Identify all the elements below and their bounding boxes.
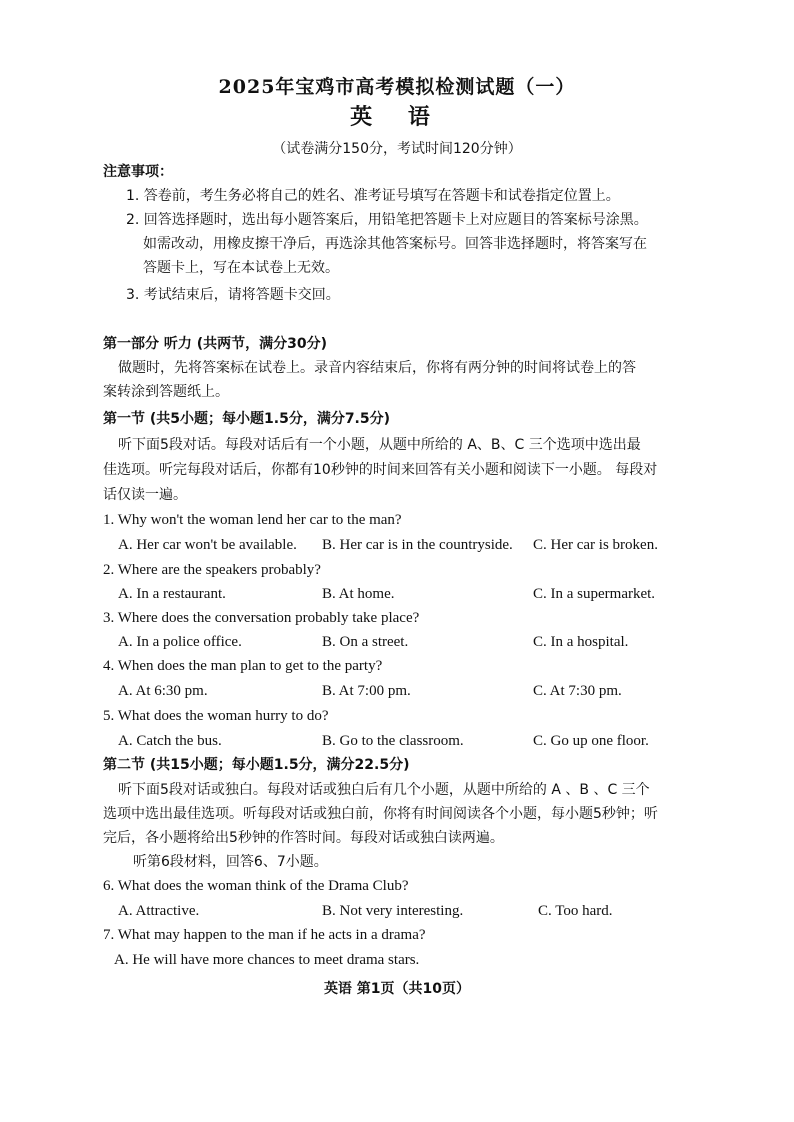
option-b: B. At 7:00 pm. — [322, 683, 411, 699]
notice-line: 如需改动，用橡皮擦干净后，再选涂其他答案标号。回答非选择题时，将答案写在 — [143, 236, 647, 252]
section2-intro: 听下面5段对话或独白。每段对话或独白后有几个小题，从题中所给的 A 、B 、C 三个 — [118, 782, 650, 798]
subject-title: 英 语 — [350, 104, 444, 130]
option-b: B. At home. — [322, 586, 395, 602]
option-b: B. On a street. — [322, 634, 409, 650]
question-4: 4. When does the man plan to get to the party? — [103, 658, 383, 674]
material-note: 听第6段材料，回答6、7小题。 — [133, 854, 328, 870]
section2-intro: 完后，各小题将给出5秒钟的作答时间。每段对话或独白读两遍。 — [103, 830, 504, 846]
section1-intro: 听下面5段对话。每段对话后有一个小题，从题中所给的 A、B、C 三个选项中选出最 — [118, 437, 641, 453]
option-c: C. Go up one floor. — [533, 733, 649, 749]
option-a: A. He will have more chances to meet drama stars. — [114, 952, 420, 968]
notice-line: 1. 答卷前，考生务必将自己的姓名、准考证号填写在答题卡和试卷指定位置上。 — [126, 188, 620, 204]
exam-info: （试卷满分150分，考试时间120分钟） — [272, 141, 522, 157]
notice-line: 2. 回答选择题时，选出每小题答案后，用铅笔把答题卡上对应题目的答案标号涂黑。 — [126, 212, 648, 228]
option-c: C. In a hospital. — [533, 634, 629, 650]
page-footer: 英语 第1页（共10页） — [323, 981, 471, 997]
section1-intro: 佳选项。听完每段对话后，你都有10秒钟的时间来回答有关小题和阅读下一小题。 每段对 — [103, 462, 658, 478]
question-5: 5. What does the woman hurry to do? — [103, 708, 329, 724]
part1-heading: 第一部分 听力 (共两节，满分30分) — [103, 336, 328, 352]
section1-intro: 话仅读一遍。 — [103, 487, 187, 503]
option-a: A. At 6:30 pm. — [118, 683, 208, 699]
option-c: C. At 7:30 pm. — [533, 683, 622, 699]
option-a: A. Her car won't be available. — [118, 537, 297, 553]
notice-line: 答题卡上，写在本试卷上无效。 — [143, 260, 339, 276]
option-a: A. Attractive. — [118, 903, 200, 919]
option-c: C. In a supermarket. — [533, 586, 656, 602]
question-7: 7. What may happen to the man if he acts in a drama? — [103, 927, 426, 943]
option-a: A. In a police office. — [118, 634, 242, 650]
option-a: A. Catch the bus. — [118, 733, 222, 749]
notice-heading: 注意事项： — [103, 164, 173, 180]
question-3: 3. Where does the conversation probably take place? — [103, 610, 420, 626]
part1-intro: 做题时，先将答案标在试卷上。录音内容结束后，你将有两分钟的时间将试卷上的答 — [118, 360, 636, 376]
section2-intro: 选项中选出最佳选项。听每段对话或独白前，你将有时间阅读各个小题，每小题5秒钟；听 — [103, 806, 658, 822]
notice-line: 3. 考试结束后，请将答题卡交回。 — [126, 287, 340, 303]
question-2: 2. Where are the speakers probably? — [103, 562, 321, 578]
option-b: B. Not very interesting. — [322, 903, 464, 919]
option-c: C. Her car is broken. — [533, 537, 658, 553]
section2-heading: 第二节 (共15小题；每小题1.5分，满分22.5分) — [103, 757, 410, 773]
option-a: A. In a restaurant. — [118, 586, 226, 602]
question-6: 6. What does the woman think of the Drama Club? — [103, 878, 409, 894]
section1-heading: 第一节 (共5小题；每小题1.5分，满分7.5分) — [103, 411, 391, 427]
option-b: B. Go to the classroom. — [322, 733, 464, 749]
exam-title: 2025年宝鸡市高考模拟检测试题（一） — [218, 76, 576, 98]
question-1: 1. Why won't the woman lend her car to the man? — [103, 512, 402, 528]
option-b: B. Her car is in the countryside. — [322, 537, 513, 553]
part1-intro: 案转涂到答题纸上。 — [103, 384, 229, 400]
option-c: C. Too hard. — [538, 903, 613, 919]
